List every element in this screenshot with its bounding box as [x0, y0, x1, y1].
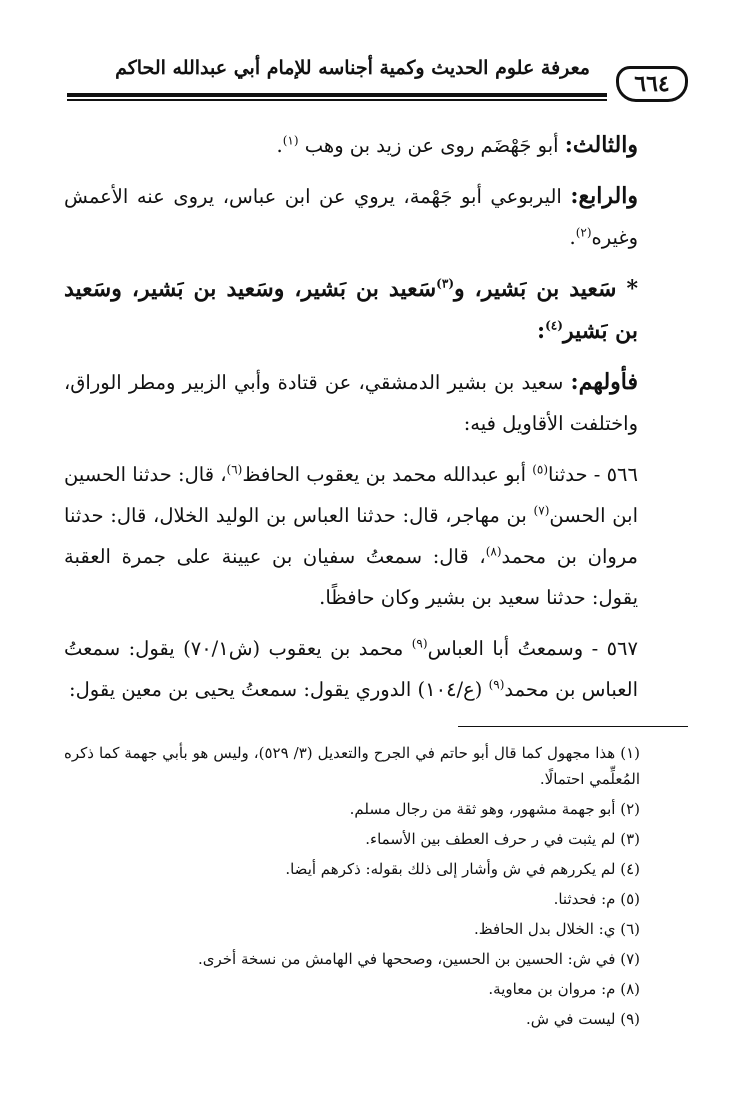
hadith-566: ٥٦٦ - حدثنا$^{(٥)}$ أبو عبدالله محمد بن يعقوب الحافظ$^{(٦)}$، قال: حدثنا الحسين ابن الحسن$^{(٧)}$ بن مهاجر، قال: حدثنا العباس بن الوليد الخلال، قال: حدثنا مروان بن محمد$^{(٨)}$، قال: سمعتُ سفيان بن عيينة على جمرة العقبة يقول: حدثنا سعيد بن بشير وكان حافظًا. — [64, 462, 638, 609]
footnote-ref: (٤) — [545, 318, 563, 333]
footnote-separator — [458, 726, 688, 727]
footnote-ref: (٩) — [488, 677, 505, 692]
header-rule-thin — [67, 99, 607, 101]
footnote-ref: (٢) — [575, 225, 592, 240]
hadith-567: ٥٦٧ - وسمعتُ أبا العباس$^{(٩)}$ محمد بن يعقوب (ش٧٠/١) يقول: سمعتُ العباس بن محمد$^{(٩)}$ (ع/١٠٤) الدوري يقول: سمعتُ يحيى بن معين يقول: — [64, 636, 638, 701]
footnote-ref: (٧) — [533, 503, 550, 518]
footnote-item: (٢) أبو جهمة مشهور، وهو ثقة من رجال مسلم. — [349, 800, 640, 818]
paragraph-text: اليربوعي أبو جَهْمة، يروي عن ابن عباس، يروى عنه الأعمش وغيره — [64, 185, 638, 249]
header-rule-thick — [67, 93, 607, 97]
paragraph-lead: والرابع: — [570, 183, 638, 209]
section-heading: * سَعيد بن بَشير، و$^{(٣)}$سَعيد بن بَشير، وسَعيد بن بَشير، وسَعيد بن بَشير$^{(٤)}$: — [64, 276, 639, 344]
paragraph-lead: والثالث: — [564, 132, 638, 158]
main-text — [64, 125, 638, 718]
footnote-item: (٤) لم يكررهم في ش وأشار إلى ذلك بقوله: ذكرهم أيضا. — [285, 860, 640, 878]
footnote-ref: (٦) — [226, 462, 243, 477]
footnote-item: (١) هذا مجهول كما قال أبو حاتم في الجرح والتعديل (٣/ ٥٢٩)، وليس هو بأبي جهمة كما ذكره المُعلِّمي احتمالًا. — [64, 744, 640, 788]
paragraph-first-of-them — [64, 362, 638, 444]
page-number-frame — [616, 66, 688, 102]
footnote-item: (٩) ليست في ش. — [525, 1010, 640, 1028]
paragraph-text: سعيد بن بشير الدمشقي، عن قتادة وأبي الزبير ومطر الوراق، واختلفت الأقاويل فيه: — [64, 371, 638, 435]
paragraph-fourth: والرابع: اليربوعي أبو جَهْمة، يروي عن ابن عباس، يروى عنه الأعمش وغيره$^{(٢)}$. — [64, 183, 638, 249]
footnote-item: (٦) ي: الخلال بدل الحافظ. — [473, 920, 640, 938]
footnote-item: (٣) لم يثبت في ر حرف العطف بين الأسماء. — [365, 830, 640, 848]
page-number: ٦٦٤ — [634, 71, 670, 97]
running-title: معرفة علوم الحديث وكمية أجناسه للإمام أبي عبدالله الحاكم — [115, 57, 590, 79]
paragraph-lead: فأولهم: — [570, 369, 638, 395]
footnotes — [64, 740, 640, 1036]
footnote-ref: (٥) — [532, 462, 549, 477]
footnote-item: (٥) م: فحدثنا. — [553, 890, 640, 908]
footnote-ref: (١) — [282, 133, 299, 148]
footnote-ref: (٣) — [436, 276, 454, 291]
footnote-ref: (٩) — [411, 636, 428, 651]
footnote-item: (٧) في ش: الحسين بن الحسين، وصححها في الهامش من نسخة أخرى. — [197, 950, 640, 968]
paragraph-text: أبو جَهْضَم روى عن زيد بن وهب — [298, 134, 565, 157]
footnote-item: (٨) م: مروان بن معاوية. — [488, 980, 640, 998]
footnote-ref: (٨) — [485, 544, 502, 559]
paragraph-third: والثالث: أبو جَهْضَم روى عن زيد بن وهب $^{(١)}$. — [276, 132, 638, 158]
